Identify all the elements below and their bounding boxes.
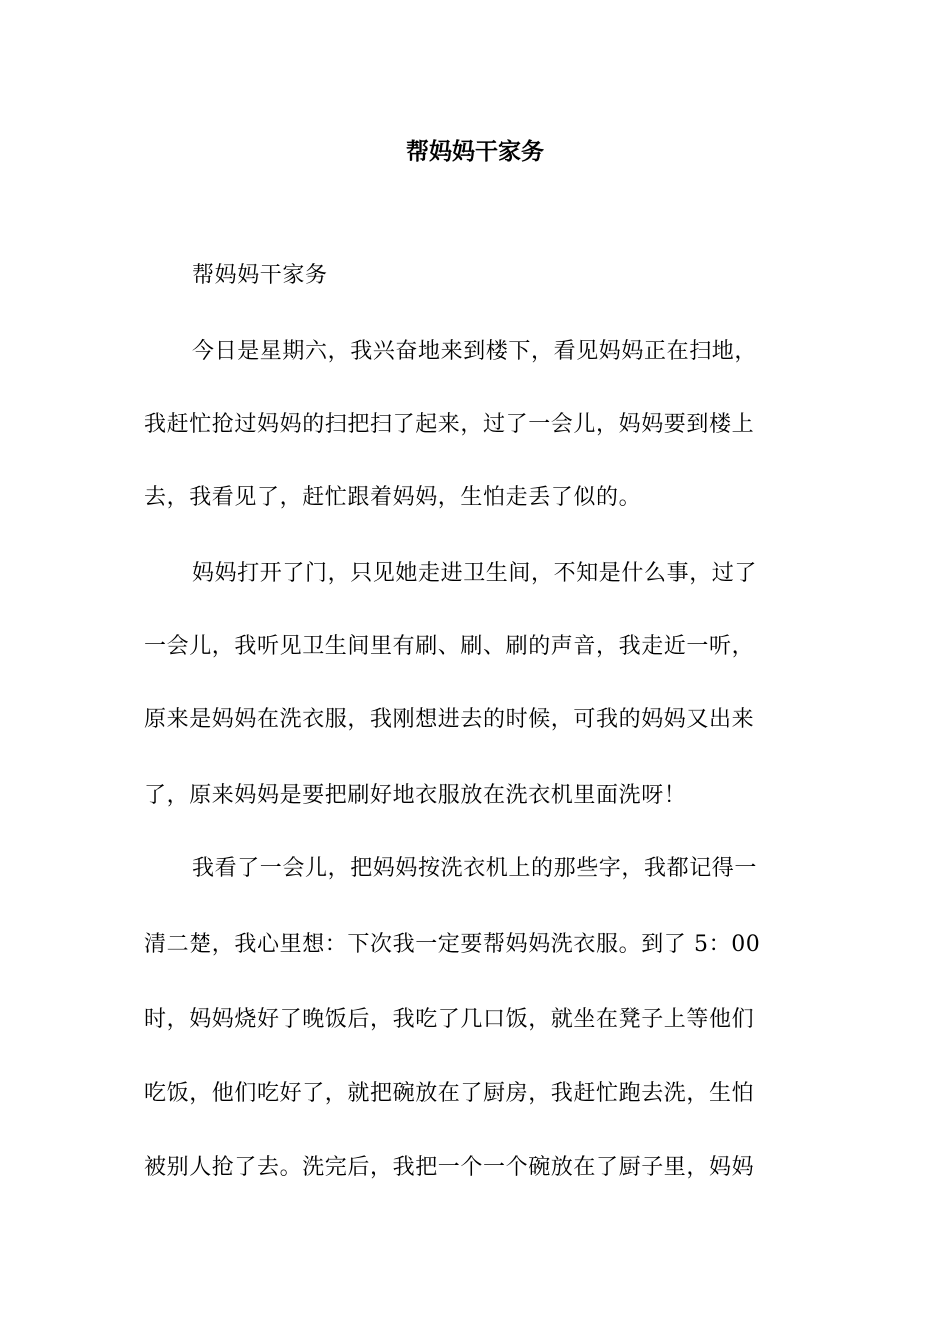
- paragraph-2-line-3: 原来是妈妈在洗衣服，我刚想进去的时候，可我的妈妈又出来: [144, 707, 755, 732]
- paragraph-3-line-3: 时，妈妈烧好了晚饭后，我吃了几口饭，就坐在凳子上等他们: [144, 1007, 755, 1032]
- paragraph-3-line-1: 我看了一会儿，把妈妈按洗衣机上的那些字，我都记得一: [192, 856, 758, 881]
- paragraph-2-line-4: 了，原来妈妈是要把刷好地衣服放在洗衣机里面洗呀！: [144, 783, 687, 808]
- subtitle-line: 帮妈妈干家务: [192, 263, 328, 288]
- paragraph-3-line-2: 清二楚，我心里想：下次我一定要帮妈妈洗衣服。到了 5：00: [144, 932, 761, 957]
- paragraph-1-line-1: 今日是星期六，我兴奋地来到楼下，看见妈妈正在扫地，: [192, 339, 758, 364]
- paragraph-1-line-3: 去，我看见了，赶忙跟着妈妈，生怕走丢了似的。: [144, 485, 642, 510]
- paragraph-2-line-2: 一会儿，我听见卫生间里有刷、刷、刷的声音，我走近一听，: [144, 634, 755, 659]
- paragraph-3-line-4: 吃饭，他们吃好了，就把碗放在了厨房，我赶忙跑去洗，生怕: [144, 1081, 755, 1106]
- paragraph-2-line-1: 妈妈打开了门，只见她走进卫生间，不知是什么事，过了: [192, 561, 758, 586]
- paragraph-1-line-2: 我赶忙抢过妈妈的扫把扫了起来，过了一会儿，妈妈要到楼上: [144, 412, 755, 437]
- paragraph-3-line-5: 被别人抢了去。洗完后，我把一个一个碗放在了厨子里，妈妈: [144, 1155, 755, 1180]
- document-title: 帮妈妈干家务: [406, 138, 544, 165]
